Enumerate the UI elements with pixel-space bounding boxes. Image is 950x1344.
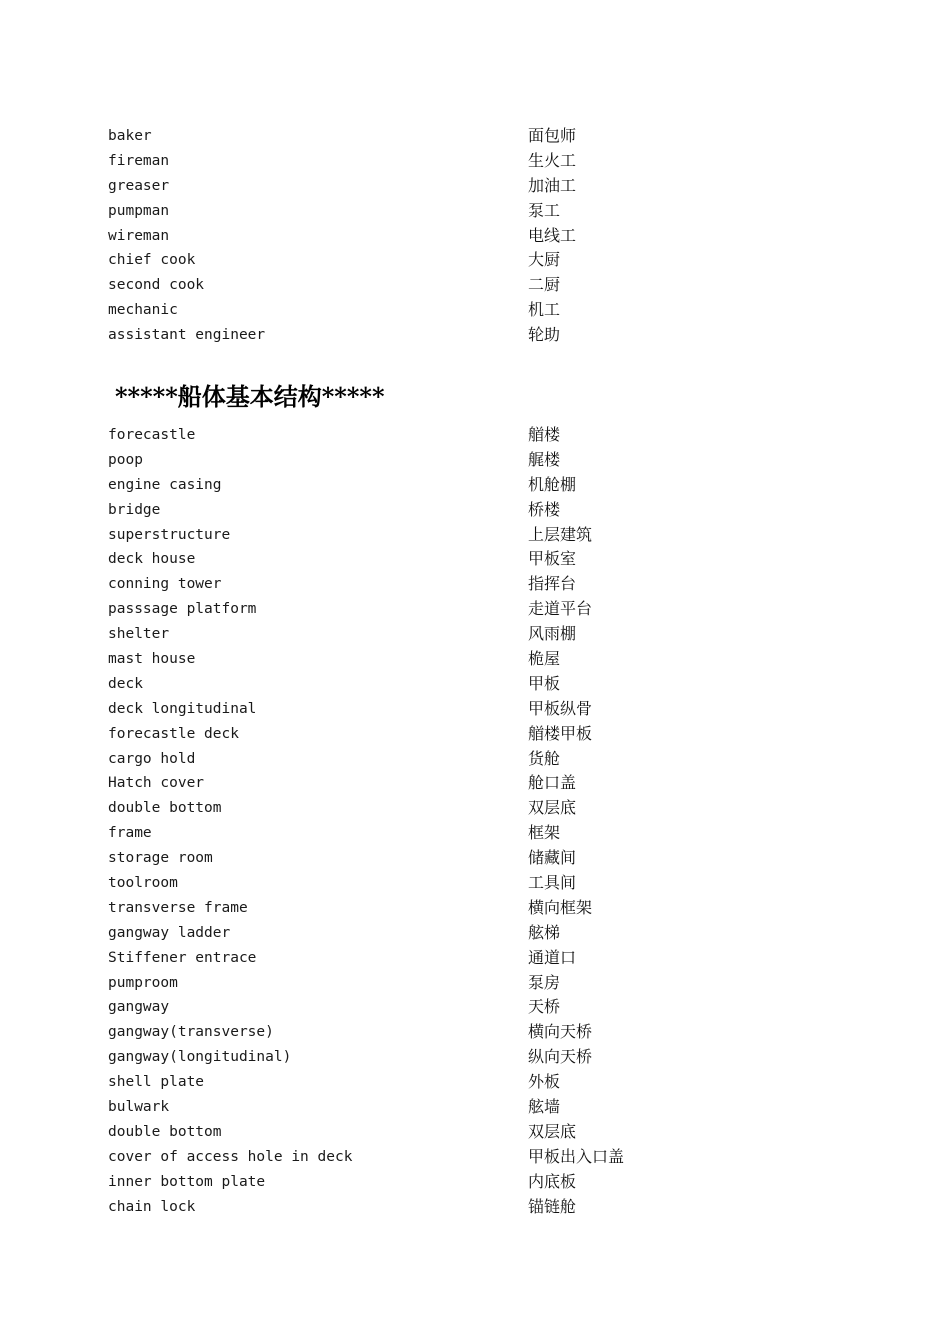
english-term: gangway(transverse) xyxy=(108,1024,274,1041)
term-row xyxy=(108,323,748,348)
chinese-term: 机工 xyxy=(528,300,561,320)
term-row xyxy=(108,946,748,971)
chinese-term: 指挥台 xyxy=(528,574,577,594)
chinese-term: 框架 xyxy=(528,823,561,843)
crew-terms-list xyxy=(108,124,748,348)
chinese-term: 横向框架 xyxy=(528,897,593,917)
chinese-term: 双层底 xyxy=(528,1121,577,1141)
term-row xyxy=(108,1095,748,1120)
english-term: second cook xyxy=(108,277,205,294)
chinese-term: 轮助 xyxy=(528,325,561,345)
chinese-term: 天桥 xyxy=(528,997,561,1017)
english-term: fireman xyxy=(108,152,170,169)
chinese-term: 电线工 xyxy=(528,225,577,245)
chinese-term: 大厨 xyxy=(528,250,561,270)
english-term: shelter xyxy=(108,626,170,643)
term-row xyxy=(108,1195,748,1220)
english-term: transverse frame xyxy=(108,899,248,916)
chinese-term: 甲板纵骨 xyxy=(528,698,593,718)
english-term: mechanic xyxy=(108,302,178,319)
english-term: chief cook xyxy=(108,252,196,269)
term-row xyxy=(108,1120,748,1145)
english-term: toolroom xyxy=(108,875,178,892)
chinese-term: 生火工 xyxy=(528,150,577,170)
english-term: gangway ladder xyxy=(108,924,231,941)
term-row xyxy=(108,597,748,622)
english-term: Stiffener entrace xyxy=(108,949,257,966)
chinese-term: 桅屋 xyxy=(528,649,561,669)
chinese-term: 泵工 xyxy=(528,200,561,220)
chinese-term: 工具间 xyxy=(528,873,577,893)
term-row xyxy=(108,1045,748,1070)
english-term: greaser xyxy=(108,177,170,194)
chinese-term: 走道平台 xyxy=(528,599,593,619)
term-row xyxy=(108,896,748,921)
term-row xyxy=(108,871,748,896)
section-heading: *****船体基本结构***** xyxy=(115,382,385,411)
chinese-term: 艉楼 xyxy=(528,449,561,469)
chinese-term: 通道口 xyxy=(528,947,577,967)
term-row xyxy=(108,423,748,448)
english-term: mast house xyxy=(108,651,196,668)
term-row xyxy=(108,747,748,772)
term-row xyxy=(108,647,748,672)
chinese-term: 上层建筑 xyxy=(528,524,593,544)
english-term: deck longitudinal xyxy=(108,700,257,717)
english-term: baker xyxy=(108,128,152,144)
english-term: gangway(longitudinal) xyxy=(108,1049,292,1066)
term-row xyxy=(108,1020,748,1045)
chinese-term: 艏楼 xyxy=(528,425,561,444)
english-term: deck xyxy=(108,675,143,692)
chinese-term: 锚链舱 xyxy=(528,1196,577,1216)
chinese-term: 甲板出入口盖 xyxy=(528,1146,625,1166)
english-term: passsage platform xyxy=(108,601,257,618)
english-term: conning tower xyxy=(108,576,222,593)
term-row xyxy=(108,722,748,747)
chinese-term: 二厨 xyxy=(528,275,561,295)
chinese-term: 储藏间 xyxy=(528,848,577,868)
term-row xyxy=(108,523,748,548)
chinese-term: 泵房 xyxy=(528,972,561,992)
chinese-term: 加油工 xyxy=(528,175,577,195)
english-term: cover of access hole in deck xyxy=(108,1148,353,1165)
english-term: chain lock xyxy=(108,1198,196,1215)
term-row xyxy=(108,921,748,946)
chinese-term: 横向天桥 xyxy=(528,1022,593,1042)
chinese-term: 甲板 xyxy=(528,673,561,693)
term-row xyxy=(108,547,748,572)
english-term: deck house xyxy=(108,551,196,568)
english-term: gangway xyxy=(108,999,170,1016)
term-row xyxy=(108,224,748,249)
english-term: assistant engineer xyxy=(108,327,266,344)
term-row xyxy=(108,149,748,174)
term-row xyxy=(108,273,748,298)
english-term: inner bottom plate xyxy=(108,1173,266,1190)
chinese-term: 货舱 xyxy=(528,748,561,768)
chinese-term: 纵向天桥 xyxy=(528,1047,593,1067)
term-row xyxy=(108,572,748,597)
english-term: frame xyxy=(108,825,152,842)
term-row xyxy=(108,124,748,149)
english-term: bridge xyxy=(108,501,161,518)
term-row xyxy=(108,298,748,323)
term-row xyxy=(108,971,748,996)
term-row xyxy=(108,199,748,224)
english-term: storage room xyxy=(108,850,213,867)
term-row xyxy=(108,448,748,473)
term-row xyxy=(108,821,748,846)
term-row xyxy=(108,1145,748,1170)
english-term: pumproom xyxy=(108,974,178,991)
english-term: pumpman xyxy=(108,202,170,219)
english-term: superstructure xyxy=(108,526,231,543)
english-term: double bottom xyxy=(108,800,222,817)
english-term: shell plate xyxy=(108,1074,205,1091)
chinese-term: 舷墙 xyxy=(528,1097,561,1117)
chinese-term: 舷梯 xyxy=(528,922,561,942)
term-row xyxy=(108,995,748,1020)
hull-structure-terms-list xyxy=(108,423,748,1220)
term-row xyxy=(108,771,748,796)
english-term: poop xyxy=(108,451,143,468)
chinese-term: 风雨棚 xyxy=(528,624,577,644)
english-term: bulwark xyxy=(108,1099,170,1116)
term-row xyxy=(108,622,748,647)
term-row xyxy=(108,697,748,722)
english-term: wireman xyxy=(108,227,170,244)
term-row xyxy=(108,174,748,199)
term-row xyxy=(108,796,748,821)
chinese-term: 双层底 xyxy=(528,798,577,818)
chinese-term: 机舱棚 xyxy=(528,474,577,494)
chinese-term: 内底板 xyxy=(528,1171,577,1191)
english-term: cargo hold xyxy=(108,750,196,767)
chinese-term: 甲板室 xyxy=(528,549,577,569)
chinese-term: 外板 xyxy=(528,1072,561,1092)
term-row xyxy=(108,498,748,523)
term-row xyxy=(108,1170,748,1195)
term-row xyxy=(108,248,748,273)
english-term: Hatch cover xyxy=(108,775,205,792)
english-term: forecastle deck xyxy=(108,725,239,742)
chinese-term: 舱口盖 xyxy=(528,773,577,793)
english-term: forecastle xyxy=(108,427,196,443)
chinese-term: 艏楼甲板 xyxy=(528,723,593,743)
term-row xyxy=(108,846,748,871)
english-term: engine casing xyxy=(108,476,222,493)
chinese-term: 面包师 xyxy=(528,126,577,145)
term-row xyxy=(108,1070,748,1095)
term-row xyxy=(108,672,748,697)
english-term: double bottom xyxy=(108,1123,222,1140)
chinese-term: 桥楼 xyxy=(528,499,561,519)
term-row xyxy=(108,473,748,498)
